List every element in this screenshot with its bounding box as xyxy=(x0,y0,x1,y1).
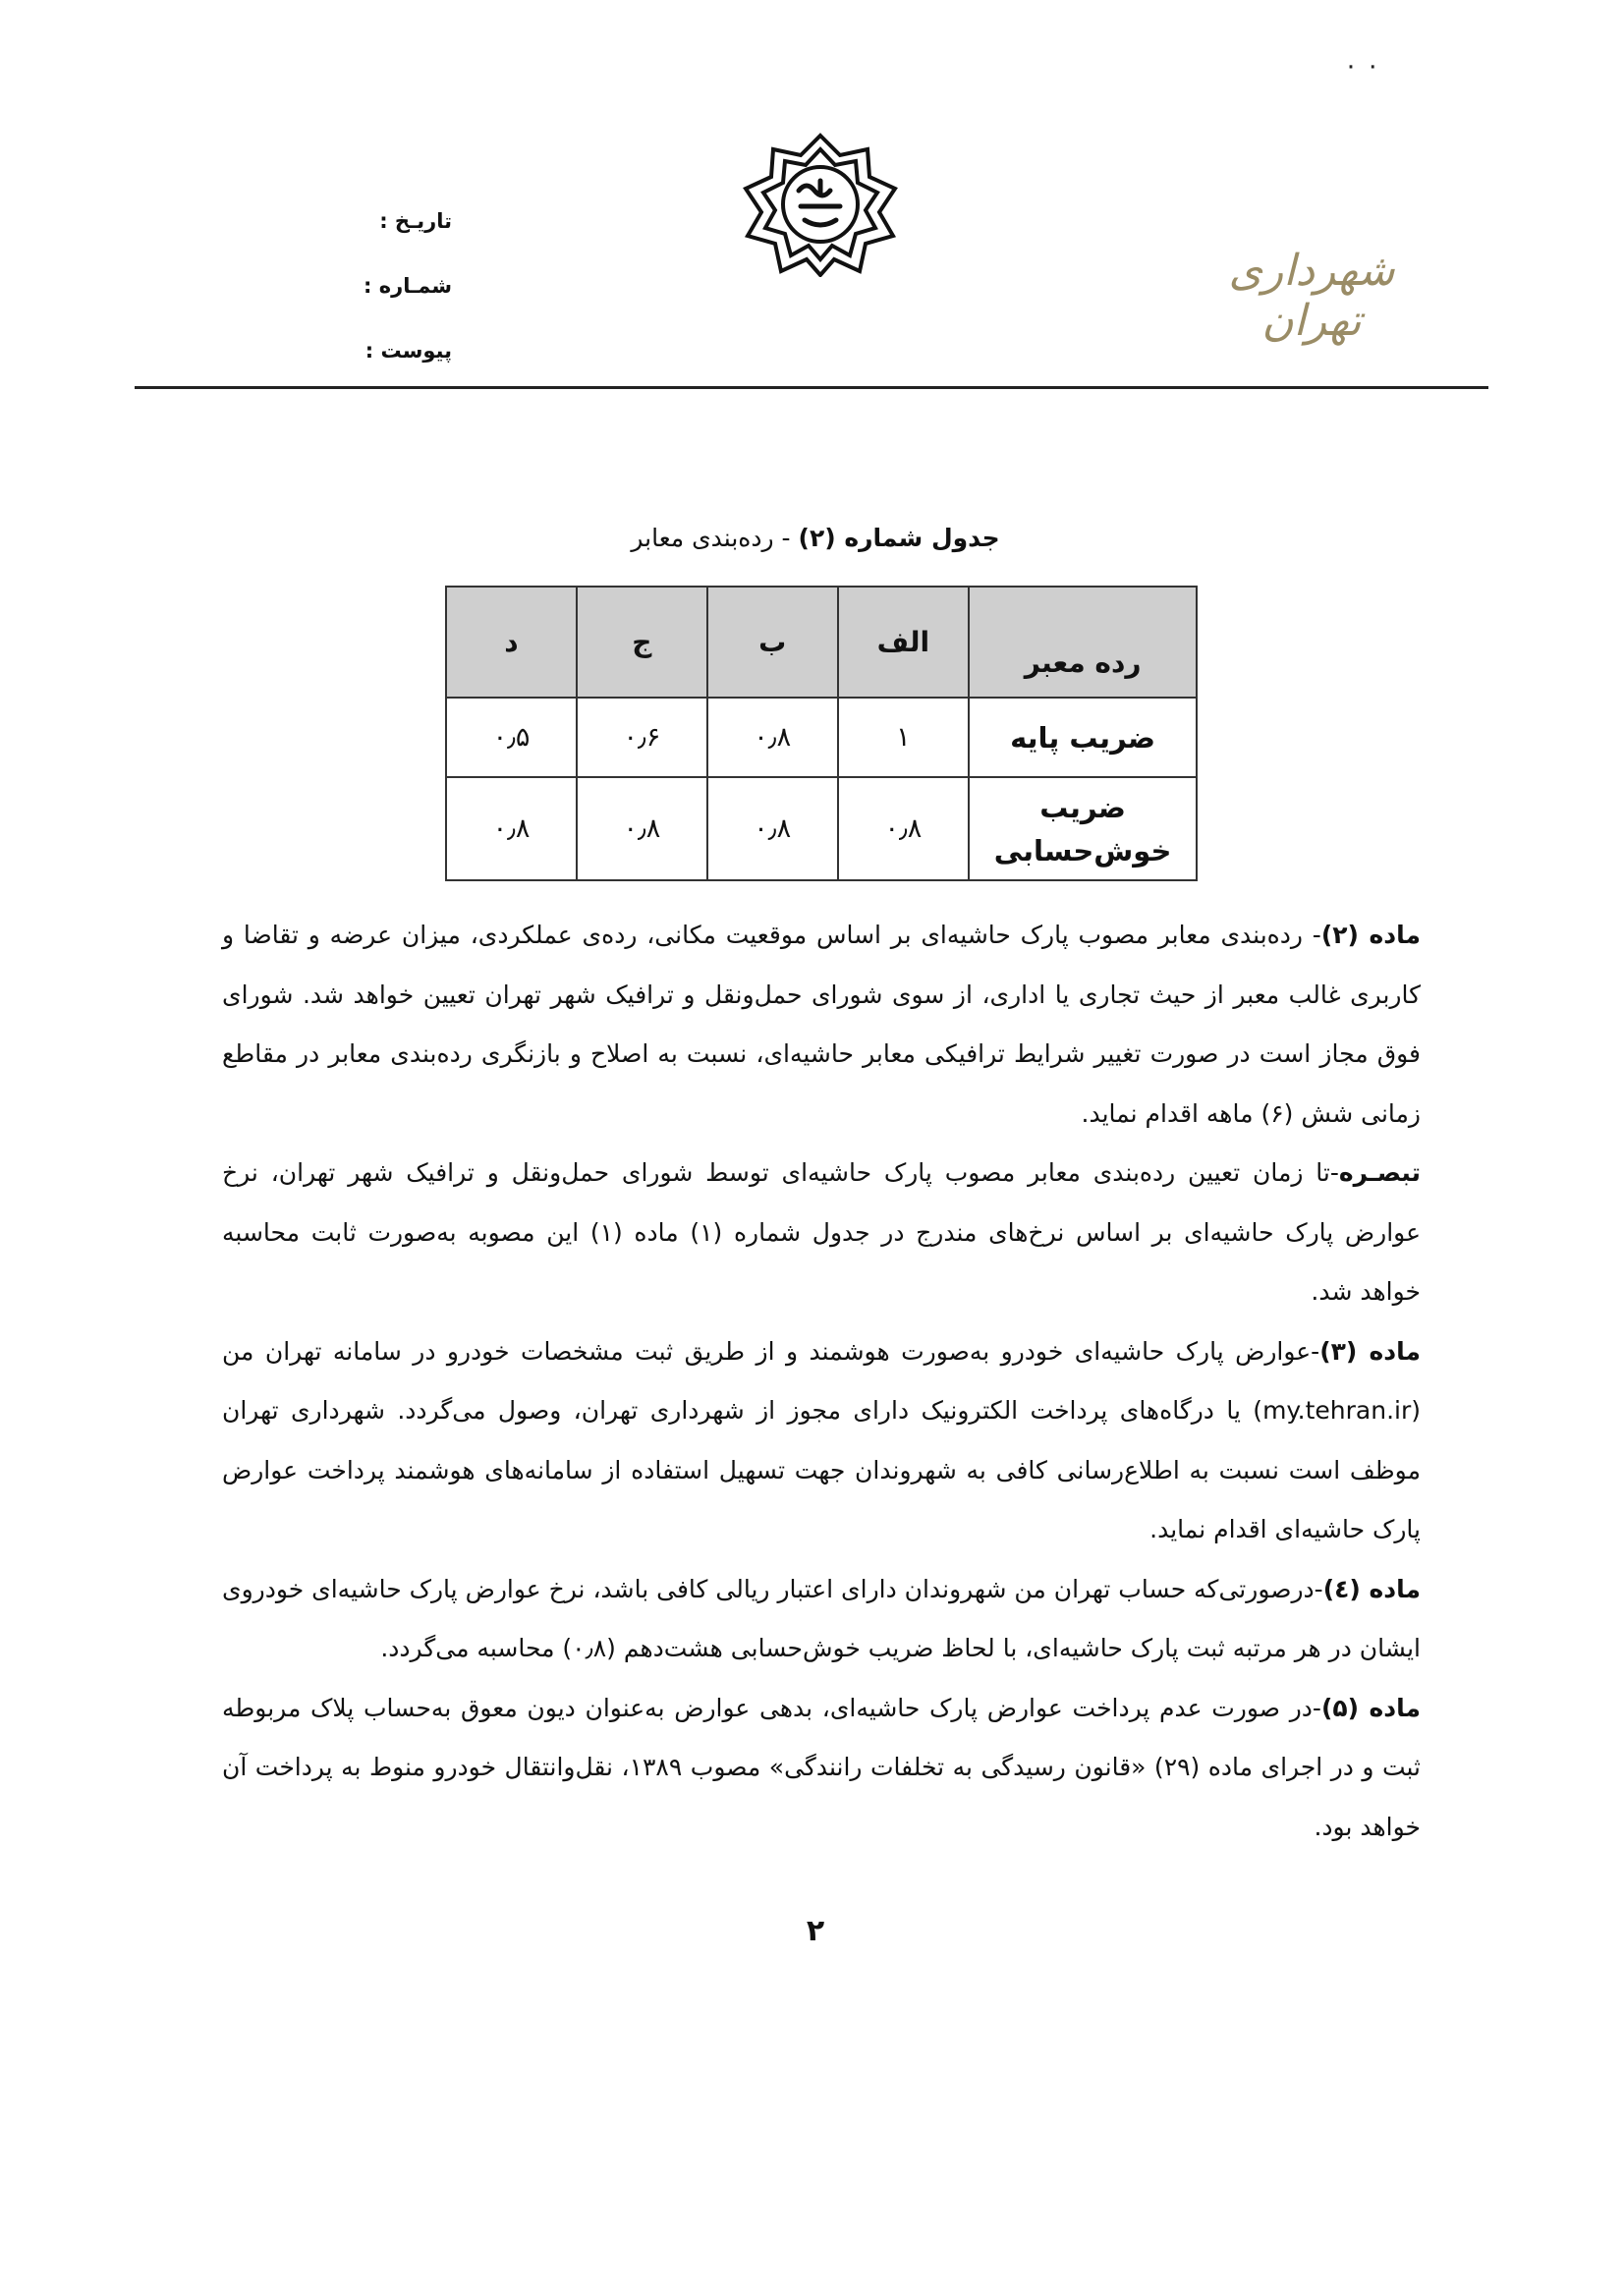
table-title-number: جدول شماره (۲) xyxy=(798,524,1000,552)
header-category-cell: ج xyxy=(577,587,707,698)
table-cell: ۰٫۶ xyxy=(577,698,707,777)
article-title: ماده (۳) xyxy=(1319,1336,1421,1366)
article-3 xyxy=(222,1322,1421,1560)
header-category-cell: ب xyxy=(707,587,838,698)
row-label-cell: ضریب خوش‌حسابی xyxy=(969,777,1197,880)
table-cell: ۰٫۸ xyxy=(577,777,707,880)
article-title: ماده (۵) xyxy=(1320,1693,1421,1722)
header-label-cell: رده معبر xyxy=(969,587,1197,698)
article-text: -درصورتی‌که حساب تهران من شهروندان دارای اعتبار ریالی کافی باشد، نرخ عوارض پارک حاشیه‌ای خودروی ایشان در هر مرتبه ثبت پارک حاشیه‌ای، با لحاظ ضریب خوش‌حسابی هشت‌دهم (۰٫۸) محاسبه می‌گردد. xyxy=(222,1574,1421,1662)
table-cell: ۰٫۸ xyxy=(838,777,970,880)
tehran-portal-link[interactable]: my.tehran.ir xyxy=(1262,1396,1412,1425)
table-header-row xyxy=(446,587,1197,698)
article-5 xyxy=(222,1679,1421,1858)
note-text: -تا زمان تعیین رده‌بندی معابر مصوب پارک حاشیه‌ای توسط شورای حمل‌ونقل و ترافیک شهر تهران، نرخ عوارض پارک حاشیه‌ای بر اساس نرخ‌های مندرج در جدول شماره (۱) ماده (۱) این مصوبه به‌صورت ثابت محاسبه خواهد شد. xyxy=(222,1158,1421,1306)
table-title xyxy=(491,524,1140,552)
note-title: تبصـره xyxy=(1338,1158,1421,1187)
document-body xyxy=(222,906,1421,1857)
article-2 xyxy=(222,906,1421,1144)
table-row xyxy=(446,777,1197,880)
article-title: ماده (۲) xyxy=(1320,921,1421,949)
top-dots: ٠ ٠ xyxy=(1344,51,1380,81)
number-label: شمـاره : xyxy=(364,274,452,298)
article-title: ماده (٤) xyxy=(1322,1574,1421,1603)
row-label-cell: ضریب پایه xyxy=(969,698,1197,777)
note xyxy=(222,1144,1421,1322)
header-category-cell: الف xyxy=(838,587,970,698)
article-text: -در صورت عدم پرداخت عوارض پارک حاشیه‌ای، بدهی عوارض به‌عنوان دیون معوق به‌حساب پلاک مربوطه ثبت و در اجرای ماده (۲۹) «قانون رسیدگی به تخلفات رانندگی» مصوب ۱۳۸۹، نقل‌وانتقال خودرو منوط به پرداخت آن خواهد بود. xyxy=(222,1693,1421,1841)
table-cell: ۰٫۸ xyxy=(446,777,577,880)
article-text: ) یا درگاه‌های پرداخت الکترونیک دارای مجوز از شهرداری تهران، وصول می‌گردد. شهرداری تهران موظف است نسبت به اطلاع‌رسانی کافی به شهروندان جهت تسهیل استفاده از سامانه‌های هوشمند پرداخت عوارض پارک حاشیه‌ای اقدام نماید. xyxy=(222,1396,1421,1543)
table-title-text: - رده‌بندی معابر xyxy=(631,524,799,552)
letter-meta xyxy=(295,196,452,391)
table-cell: ۰٫۸ xyxy=(707,698,838,777)
header-divider xyxy=(135,386,1488,389)
street-classification-table xyxy=(445,586,1198,881)
municipality-signature: شهرداری تهران xyxy=(1228,246,1395,346)
table-cell: ۱ xyxy=(838,698,970,777)
table-cell: ۰٫۵ xyxy=(446,698,577,777)
attachment-label: پیوست : xyxy=(364,339,452,363)
municipality-emblem xyxy=(732,130,909,277)
table-cell: ۰٫۸ xyxy=(707,777,838,880)
article-text: -عوارض پارک حاشیه‌ای خودرو به‌صورت هوشمند و از طریق ثبت مشخصات خودرو در سامانه تهران من ( xyxy=(222,1336,1421,1425)
page-number: ۲ xyxy=(806,1914,825,1948)
header-category-cell: د xyxy=(446,587,577,698)
article-text: - رده‌بندی معابر مصوب پارک حاشیه‌ای بر اساس موقعیت مکانی، رده‌ی عملکردی، میزان عرضه و تقاضا و کاربری غالب معبر از حیث تجاری یا اداری، از سوی شورای حمل‌ونقل و ترافیک شهر تهران تعیین خواهد شد. شورای فوق مجاز است در صورت تغییر شرایط ترافیکی معابر حاشیه‌ای، نسبت به اصلاح و بازنگری رده‌بندی معابر در مقاطع زمانی شش (۶) ماهه اقدام نماید. xyxy=(222,921,1421,1128)
date-label: تاریـخ : xyxy=(379,209,452,233)
article-4 xyxy=(222,1560,1421,1679)
table-row xyxy=(446,698,1197,777)
